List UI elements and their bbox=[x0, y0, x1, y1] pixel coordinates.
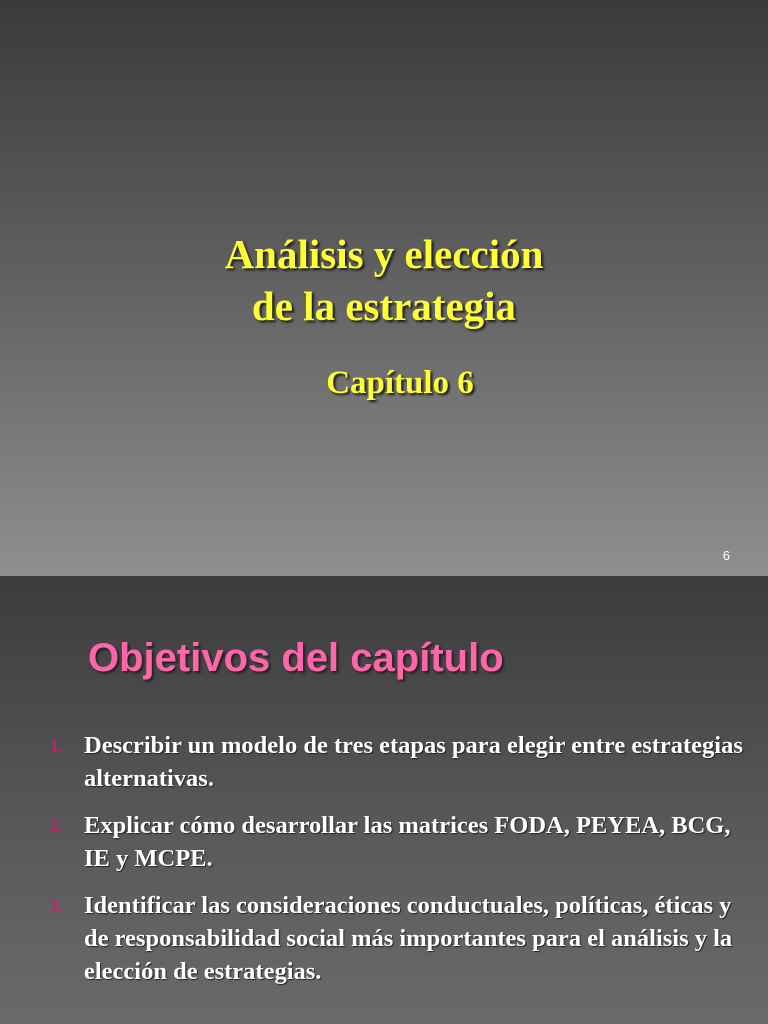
objectives-slide bbox=[0, 576, 768, 1024]
objective-item bbox=[50, 729, 750, 795]
slide-title-line-1: Análisis y elección bbox=[224, 231, 544, 277]
objective-text: Describir un modelo de tres etapas para elegir entre estrategias alternativas. bbox=[84, 732, 743, 792]
slide-title bbox=[0, 228, 768, 332]
objective-number: 2. bbox=[50, 816, 63, 835]
objective-text: Identificar las consideraciones conductuales, políticas, éticas y de responsabilidad social más importantes para el análisis y la elección de estrategias. bbox=[84, 892, 733, 985]
objectives-heading: Objetivos del capítulo bbox=[88, 636, 504, 680]
chapter-subtitle: Capítulo 6 bbox=[326, 365, 474, 401]
objective-item bbox=[50, 809, 750, 875]
objective-number: 3. bbox=[50, 896, 63, 915]
page-number: 6 bbox=[722, 548, 730, 563]
objective-number: 1. bbox=[50, 736, 63, 755]
objective-item bbox=[50, 889, 750, 988]
slide-title-line-2: de la estrategia bbox=[251, 283, 517, 329]
objective-text: Explicar cómo desarrollar las matrices FODA, PEYEA, BCG, IE y MCPE. bbox=[84, 812, 731, 872]
objectives-list bbox=[50, 729, 750, 1002]
